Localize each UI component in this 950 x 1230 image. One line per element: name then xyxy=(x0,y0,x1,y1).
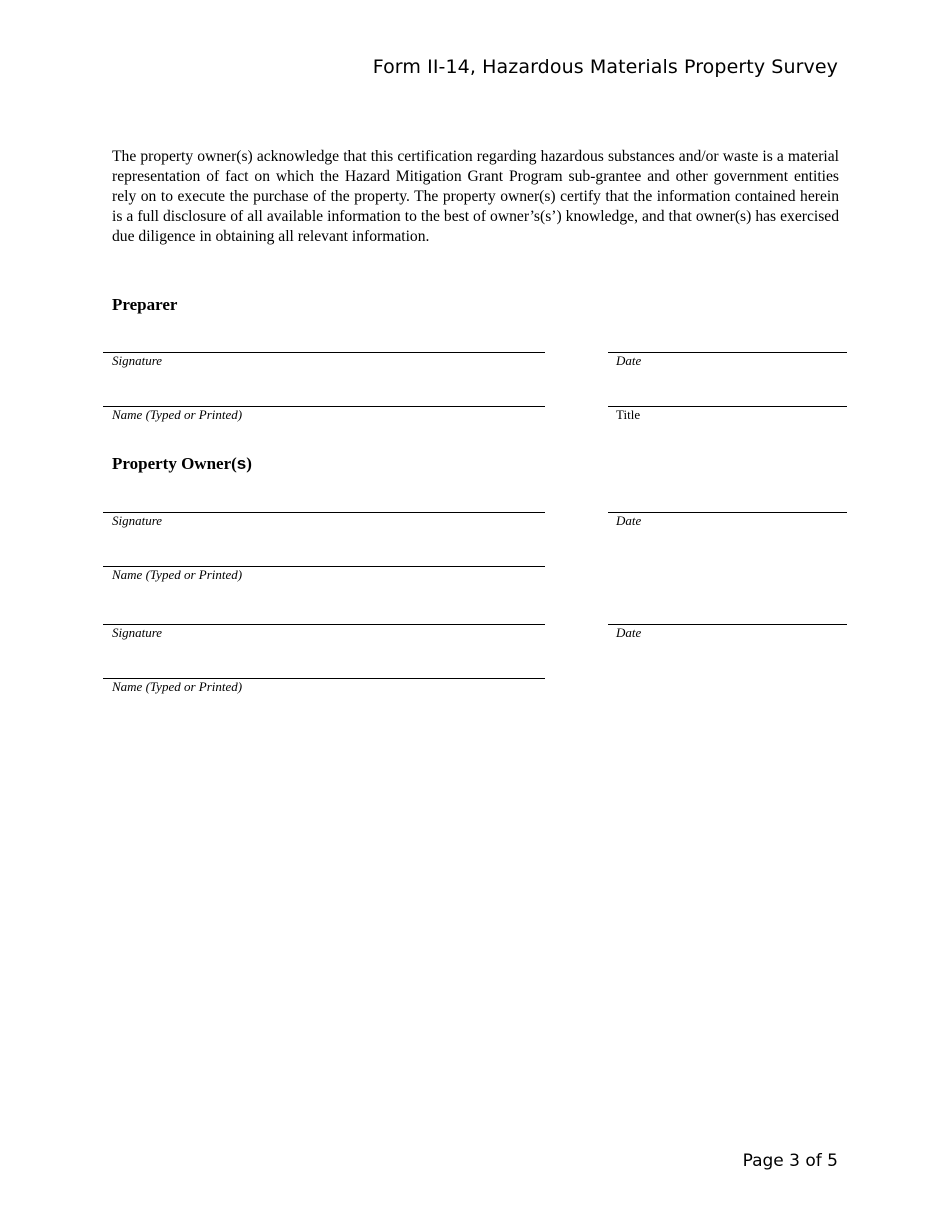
preparer-signature-line[interactable] xyxy=(103,352,545,353)
owner-2-signature-label: Signature xyxy=(112,625,163,640)
property-owners-heading xyxy=(112,454,252,474)
owner-2-date-line[interactable] xyxy=(608,624,847,625)
owner-2-date-label: Date xyxy=(616,625,642,640)
owners-heading-main: Property Owner( xyxy=(112,454,237,473)
owner-2-name-label: Name (Typed or Printed) xyxy=(112,679,243,694)
owner-1-date-label: Date xyxy=(616,513,642,528)
owners-heading-s: s xyxy=(236,454,247,473)
preparer-date-label: Date xyxy=(616,353,642,368)
preparer-date-line[interactable] xyxy=(608,352,847,353)
owner-1-date-line[interactable] xyxy=(608,512,847,513)
preparer-title-line[interactable] xyxy=(608,406,847,407)
preparer-title-label: Title xyxy=(616,407,641,422)
page-number: Page 3 of 5 xyxy=(742,1151,838,1171)
preparer-heading: Preparer xyxy=(112,295,178,314)
preparer-name-label: Name (Typed or Printed) xyxy=(112,407,243,422)
owner-2-signature-line[interactable] xyxy=(103,624,545,625)
owner-1-name-label: Name (Typed or Printed) xyxy=(112,567,243,582)
certification-paragraph: The property owner(s) acknowledge that this certification regarding hazardous substances and/or waste is a material representation of fact on which the Hazard Mitigation Grant Program sub-grantee and other government entities rely on to execute the purchase of the property. The property owner(s) certify that the information contained herein is a full disclosure of all available information to the best of owner’s(s’) knowledge, and that owner(s) has exercised due diligence in obtaining all relevant information. xyxy=(112,148,839,245)
owner-1-signature-label: Signature xyxy=(112,513,163,528)
owner-1-signature-line[interactable] xyxy=(103,512,545,513)
owners-heading-close: ) xyxy=(246,454,252,473)
preparer-signature-label: Signature xyxy=(112,353,163,368)
page-header-title: Form II-14, Hazardous Materials Property Survey xyxy=(372,56,838,78)
